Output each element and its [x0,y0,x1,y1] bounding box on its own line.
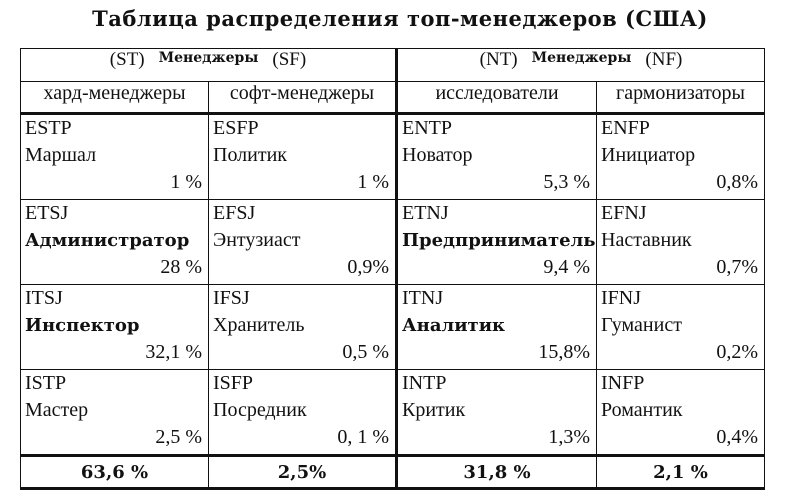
group-right-code: (SF) [272,49,307,70]
group-left-code: (ST) [109,49,145,70]
type-name: Критик [402,399,466,421]
type-cell [397,200,597,285]
group-right-code: (NF) [645,49,683,70]
totals-row [21,456,765,489]
type-name: Политик [213,144,288,166]
column-header: хард-менеджеры [21,82,209,114]
type-cell [397,114,597,200]
type-code: ESTP [25,117,72,139]
type-code: ENFP [601,117,650,139]
type-code: EFNJ [601,202,647,224]
type-code: IFSJ [213,287,250,309]
table-row [21,114,765,200]
type-code: ISTP [25,372,67,394]
type-cell [21,200,209,285]
type-percent: 5,3 % [543,171,590,193]
type-code: INTP [402,372,447,394]
column-header: софт-менеджеры [209,82,397,114]
type-cell [209,370,397,456]
type-percent: 15,8% [538,341,590,363]
type-percent: 9,4 % [543,256,590,278]
type-code: ETSJ [25,202,69,224]
type-percent: 0,4% [716,426,758,448]
type-name: Инициатор [601,144,696,166]
column-header: исследователи [397,82,597,114]
type-name: Предприниматель [402,230,596,251]
type-code: ESFP [213,117,259,139]
table-row [21,200,765,285]
total-cell: 2,5% [209,456,397,489]
type-code: ITNJ [402,287,444,309]
type-percent: 0, 1 % [337,426,389,448]
type-name: Администратор [25,230,190,251]
type-code: ETNJ [402,202,449,224]
type-name: Новатор [402,144,473,166]
type-code: ENTP [402,117,452,139]
type-cell [209,114,397,200]
type-code: INFP [601,372,645,394]
group-label: Менеджеры [158,50,259,66]
type-percent: 0,7% [716,256,758,278]
column-header-row [21,82,765,114]
type-percent: 0,8% [716,171,758,193]
type-percent: 1 % [357,171,389,193]
type-cell [597,114,765,200]
type-cell [21,370,209,456]
type-percent: 1,3% [548,426,590,448]
type-percent: 28 % [160,256,202,278]
type-cell [397,285,597,370]
type-code: EFSJ [213,202,256,224]
total-cell: 31,8 % [397,456,597,489]
table-row [21,370,765,456]
type-code: IFNJ [601,287,642,309]
table-title: Таблица распределения топ-менеджеров (США) [92,6,708,31]
type-cell [21,114,209,200]
type-code: ISFP [213,372,254,394]
type-percent: 0,2% [716,341,758,363]
type-name: Посредник [213,399,307,421]
table-row [21,285,765,370]
group-label: Менеджеры [531,50,632,66]
type-cell [597,285,765,370]
type-name: Гуманист [601,314,682,336]
column-header: гармонизаторы [597,82,765,114]
total-cell: 63,6 % [21,456,209,489]
managers-distribution-table [20,48,765,490]
type-cell [21,285,209,370]
total-cell: 2,1 % [597,456,765,489]
type-name: Аналитик [402,315,506,336]
type-name: Инспектор [25,315,140,336]
group-header-st-sf [21,49,397,82]
type-percent: 0,5 % [342,341,389,363]
type-cell [209,285,397,370]
type-name: Романтик [601,399,683,421]
group-header-nt-nf [397,49,765,82]
type-cell [597,200,765,285]
type-percent: 1 % [170,171,202,193]
group-left-code: (NT) [479,49,518,70]
type-name: Энтузиаст [213,229,301,251]
type-percent: 2,5 % [155,426,202,448]
type-cell [397,370,597,456]
group-header-row [21,49,765,82]
type-cell [209,200,397,285]
type-percent: 32,1 % [145,341,202,363]
type-name: Хранитель [213,314,305,336]
type-code: ITSJ [25,287,63,309]
type-name: Наставник [601,229,692,251]
type-cell [597,370,765,456]
type-name: Маршал [25,144,97,166]
type-percent: 0,9% [347,256,389,278]
type-name: Мастер [25,399,89,421]
